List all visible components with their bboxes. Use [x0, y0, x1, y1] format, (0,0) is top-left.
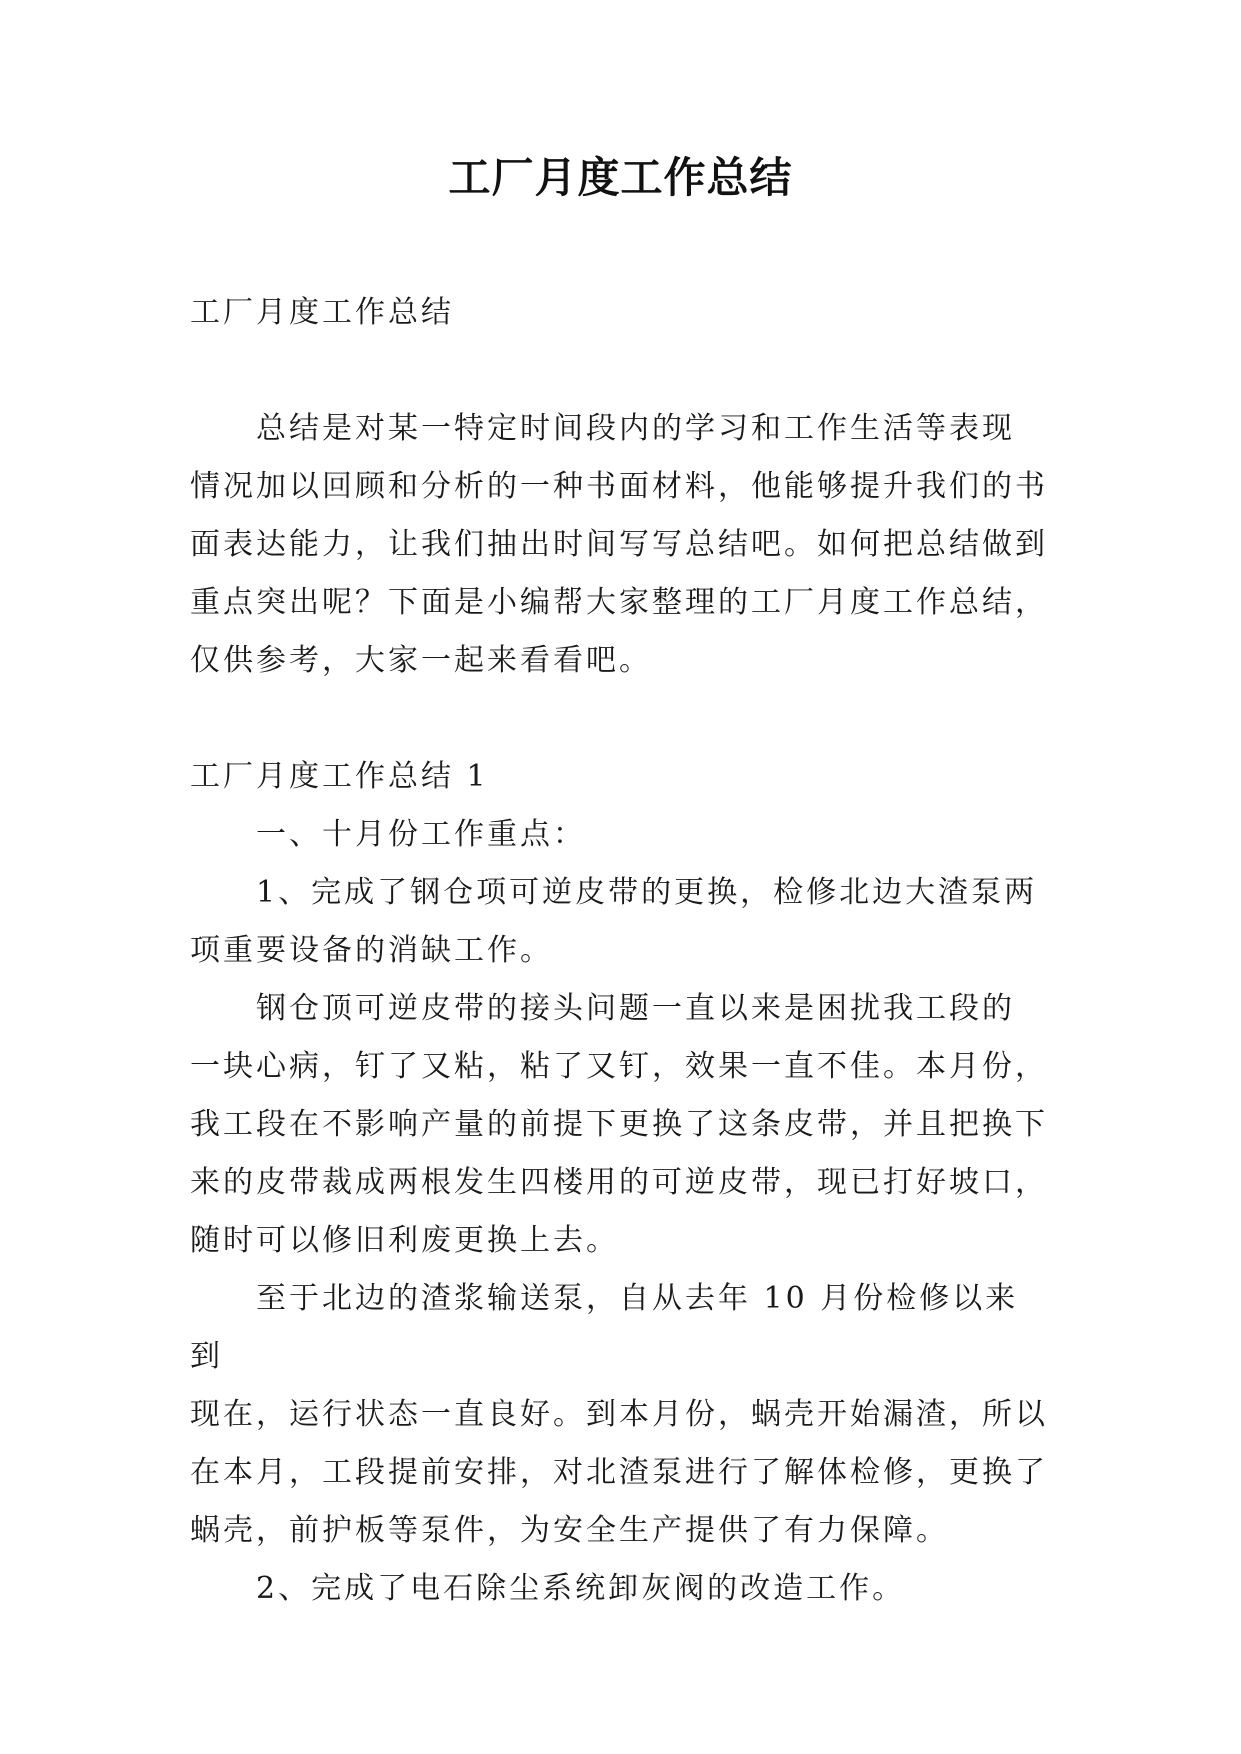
- intro-paragraph: 总结是对某一特定时间段内的学习和工作生活等表现 情况加以回顾和分析的一种书面材料，他能够提升我们的书 面表达能力，让我们抽出时间写写总结吧。如何把总结做到 重点突出呢？下面是小编帮大家整理的工厂月度工作总结， 仅供参考，大家一起来看看吧。: [190, 411, 1048, 678]
- body-paragraph: 一、十月份工作重点：: [256, 817, 586, 852]
- section-heading: 工厂月度工作总结 1: [190, 759, 489, 794]
- document-subtitle: 工厂月度工作总结: [190, 295, 454, 330]
- body-paragraph: 至于北边的渣浆输送泵，自从去年 10 月份检修以来到 现在，运行状态一直良好。到本月份，蜗壳开始漏渣，所以 在本月，工段提前安排，对北渣泵进行了解体检修，更换了 蜗壳，前护板等泵件，为安全生产提供了有力保障。: [190, 1281, 1048, 1548]
- body-paragraph: 2、完成了电石除尘系统卸灰阀的改造工作。: [256, 1571, 906, 1606]
- body-paragraph: 1、完成了钢仓项可逆皮带的更换，检修北边大渣泵两 项重要设备的消缺工作。: [190, 875, 1038, 968]
- body-paragraph: 钢仓顶可逆皮带的接头问题一直以来是困扰我工段的 一块心病，钉了又粘，粘了又钉，效果一直不佳。本月份， 我工段在不影响产量的前提下更换了这条皮带，并且把换下 来的皮带裁成两根发生四楼用的可逆皮带，现已打好坡口， 随时可以修旧利废更换上去。: [190, 991, 1048, 1258]
- document-title: 工厂月度工作总结: [448, 153, 793, 202]
- document-body: [190, 284, 1050, 1618]
